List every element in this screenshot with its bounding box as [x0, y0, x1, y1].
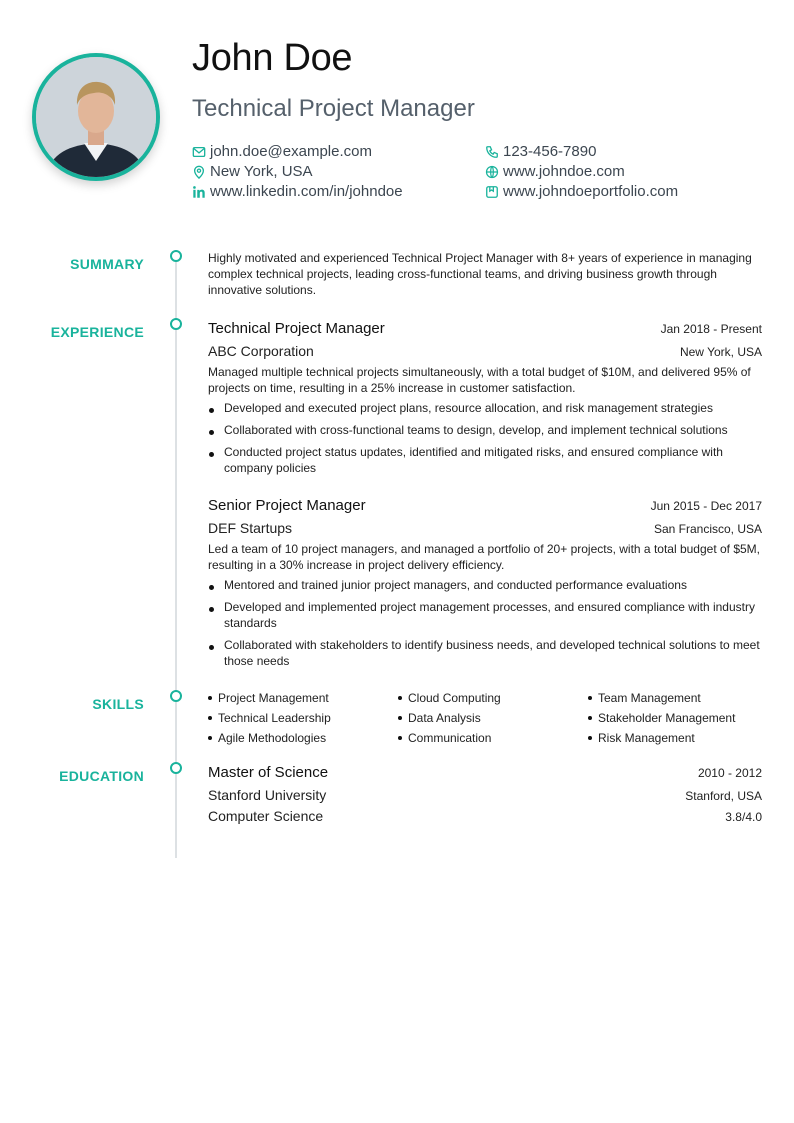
achievement-item: Mentored and trained junior project managers, and conducted performance evaluations [208, 577, 762, 593]
education-item [208, 764, 762, 824]
timeline-dot-education [170, 762, 182, 774]
timeline-dot-experience [170, 318, 182, 330]
skill-item: Stakeholder Management [588, 710, 762, 726]
degree: Master of Science [208, 764, 329, 781]
phone-icon [485, 145, 499, 159]
timeline-dot-skills [170, 690, 182, 702]
field-of-study: Computer Science [208, 808, 324, 824]
achievement-item: Developed and implemented project management processes, and ensured compliance with industry standards [208, 599, 762, 631]
skill-item: Communication [398, 730, 588, 746]
skill-item: Project Management [208, 690, 398, 706]
job-title: Senior Project Manager [208, 497, 366, 514]
skill-item: Data Analysis [398, 710, 588, 726]
website-text: www.johndoe.com [503, 163, 625, 180]
contact-phone[interactable] [485, 143, 596, 160]
portfolio-icon [485, 185, 499, 199]
phone-text: 123-456-7890 [503, 143, 597, 160]
experience-item [208, 497, 762, 675]
experience-item [208, 320, 762, 482]
globe-icon [485, 165, 499, 179]
achievement-item: Conducted project status updates, identified and mitigated risks, and ensured compliance with company policies [208, 444, 762, 476]
skill-item: Risk Management [588, 730, 762, 746]
job-dates: Jan 2018 - Present [660, 322, 762, 336]
contact-linkedin[interactable] [192, 183, 403, 200]
school-location: Stanford, USA [685, 789, 762, 803]
section-label-experience: EXPERIENCE [50, 324, 144, 340]
company-name: ABC Corporation [208, 343, 314, 359]
skill-item: Agile Methodologies [208, 730, 398, 746]
contact-location [192, 163, 313, 180]
profile-photo [32, 53, 160, 181]
job-location: New York, USA [679, 345, 762, 359]
achievement-item: Developed and executed project plans, resource allocation, and risk management strategies [208, 400, 762, 416]
school-name: Stanford University [208, 787, 327, 803]
summary-text: Highly motivated and experienced Technical Project Manager with 8+ years of experience in managing complex technical projects, leading cross-functional teams, and driving business growth through innovative solutions. [208, 251, 752, 297]
achievement-list [208, 400, 762, 476]
candidate-title: Technical Project Manager [192, 95, 475, 122]
profile-photo-image [36, 57, 156, 177]
map-pin-icon [192, 165, 206, 179]
contact-website[interactable] [485, 163, 625, 180]
section-label-skills: SKILLS [92, 696, 144, 712]
achievement-item: Collaborated with stakeholders to identify business needs, and developed technical solutions to meet those needs [208, 637, 762, 669]
contact-email[interactable] [192, 143, 372, 160]
education-dates: 2010 - 2012 [697, 766, 762, 780]
skills-grid [208, 690, 762, 746]
company-name: DEF Startups [208, 520, 293, 536]
linkedin-text: www.linkedin.com/in/johndoe [210, 183, 403, 200]
gpa: 3.8/4.0 [725, 810, 762, 824]
location-text: New York, USA [210, 163, 313, 180]
mail-icon [192, 145, 206, 159]
portfolio-text: www.johndoeportfolio.com [503, 183, 679, 200]
email-text: john.doe@example.com [210, 143, 372, 160]
section-label-summary: SUMMARY [70, 256, 144, 272]
achievement-list [208, 577, 762, 669]
job-location: San Francisco, USA [653, 522, 762, 536]
job-dates: Jun 2015 - Dec 2017 [650, 499, 762, 513]
section-label-education: EDUCATION [59, 768, 144, 784]
job-description: Led a team of 10 project managers, and managed a portfolio of 20+ projects, with a total budget of $5M, resulting in a 30% increase in project delivery efficiency. [208, 542, 761, 572]
skill-item: Technical Leadership [208, 710, 398, 726]
contact-portfolio[interactable] [485, 183, 678, 200]
achievement-item: Collaborated with cross-functional teams to design, develop, and implement technical solutions [208, 422, 762, 438]
job-title: Technical Project Manager [208, 320, 385, 337]
skill-item: Cloud Computing [398, 690, 588, 706]
skill-item: Team Management [588, 690, 762, 706]
job-description: Managed multiple technical projects simultaneously, with a total budget of $10M, and delivered 95% of projects on time, resulting in a 25% increase in customer satisfaction. [208, 365, 751, 395]
linkedin-icon [192, 185, 206, 199]
candidate-name: John Doe [192, 37, 353, 79]
timeline-dot-summary [170, 250, 182, 262]
